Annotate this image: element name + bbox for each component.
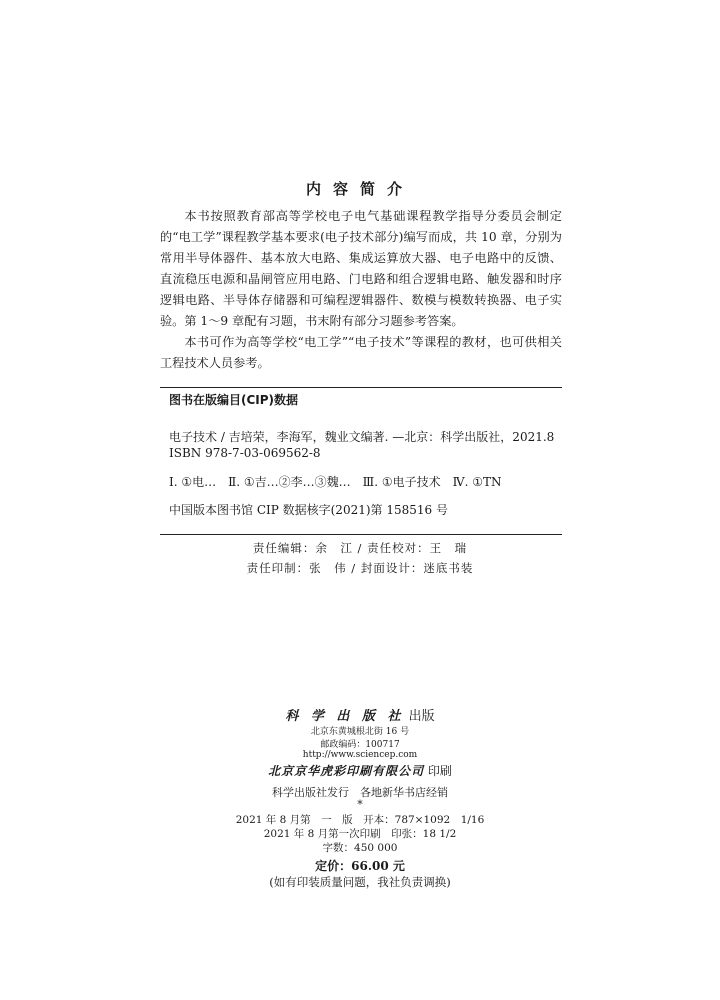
printer-name: 北京京华虎彩印刷有限公司 [268, 764, 425, 778]
printing-line: 2021 年 8 月第一次印刷 印张：18 1/2 [263, 828, 457, 840]
separator-star: * [357, 798, 363, 811]
credits-editors: 责任编辑：余 江 / 责任校对：王 瑞 [252, 541, 468, 555]
price-value: 66.00 元 [351, 859, 405, 873]
price-label: 定价： [315, 859, 352, 873]
word-count: 字数：450 000 [322, 842, 398, 854]
distribution-line: 科学出版社发行 各地新华书店经销 [272, 786, 448, 799]
printer-suffix: 印刷 [427, 764, 452, 778]
publisher-address: 北京东黄城根北街 16 号 [310, 727, 410, 737]
intro-paragraph: 本书可作为高等学校“电工学”“电子技术”等课程的教材，也可供相关工程技术人员参考。 [160, 335, 562, 370]
cip-classification: Ⅰ. ①电… Ⅱ. ①吉…②李…③魏… Ⅲ. ①电子技术 Ⅳ. ①TN [169, 475, 502, 489]
cip-bottom-rule [160, 534, 562, 535]
cip-citation: 电子技术 / 吉培荣，李海军，魏业文编著. —北京：科学出版社，2021.8 [169, 430, 555, 444]
credits-production: 责任印制：张 伟 / 封面设计：迷底书装 [246, 561, 474, 575]
edition-line: 2021 年 8 月第 一 版 开本：787×1092 1/16 [235, 814, 485, 826]
publisher-suffix: 出版 [408, 709, 435, 724]
intro-body [160, 206, 562, 374]
intro-title: 内容简介 [305, 180, 414, 198]
publisher-line [0, 705, 720, 724]
cip-record-number: 中国版本图书馆 CIP 数据核字(2021)第 158516 号 [169, 503, 448, 517]
printer-line [0, 762, 720, 779]
publisher-name: 科 学 出 版 社 [285, 709, 405, 724]
price-line [0, 857, 720, 874]
cip-isbn: ISBN 978-7-03-069562-8 [169, 446, 321, 460]
quality-note: (如有印装质量问题，我社负责调换) [269, 875, 451, 889]
cip-heading: 图书在版编目(CIP)数据 [169, 393, 299, 407]
intro-paragraph: 本书按照教育部高等学校电子电气基础课程教学指导分委员会制定的“电工学”课程教学基本要求(电子技术部分)编写而成，共 10 章，分别为常用半导体器件、基本放大电路、集成运算放大器、电子电路中的反馈、直流稳压电源和晶闸管应用电路、门电路和组合逻辑电路、触发器和时序逻辑电路、半导体存储器和可编程逻辑器件、数模与模数转换器、电子实验。第 1～9 章配有习题，书末附有部分习题参考答案。 [160, 209, 562, 328]
publisher-website: http://www.sciencep.com [302, 750, 418, 760]
publisher-postcode: 邮政编码：100717 [320, 740, 400, 750]
cip-top-rule [160, 387, 562, 388]
